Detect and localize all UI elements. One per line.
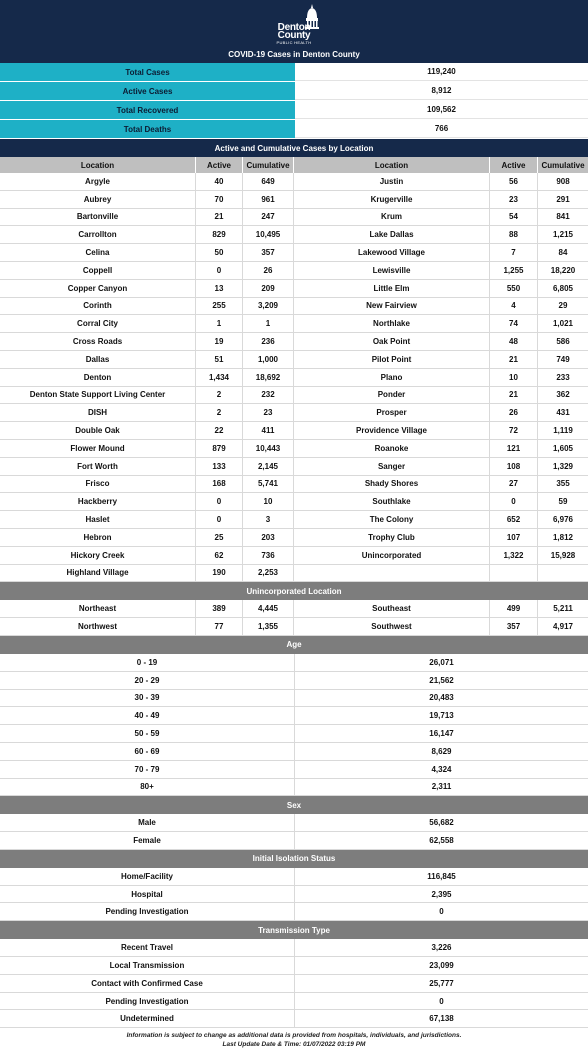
- totals-table: [0, 63, 588, 139]
- table-row: [0, 600, 588, 618]
- cumulative-count: 1,605: [552, 443, 574, 453]
- location-name: Roanoke: [294, 440, 490, 457]
- total-recovered-label: Total Recovered: [0, 101, 295, 119]
- row-value: 8,629: [431, 746, 452, 756]
- active-count: 62: [196, 547, 243, 564]
- table-row: [0, 387, 588, 405]
- location-name: Haslet: [0, 511, 196, 528]
- table-row: [0, 244, 588, 262]
- location-name: Justin: [294, 173, 490, 190]
- location-name: Unincorporated: [294, 547, 490, 564]
- location-name: Trophy Club: [294, 529, 490, 546]
- table-row: [0, 511, 588, 529]
- cumulative-count: 6,805: [552, 283, 574, 293]
- row-label: 40 - 49: [0, 707, 295, 724]
- cumulative-count: 29: [558, 301, 568, 311]
- cumulative-count: 841: [556, 212, 570, 222]
- location-name: Northlake: [294, 315, 490, 332]
- table-row: [0, 191, 588, 209]
- cumulative-count: 431: [556, 408, 570, 418]
- row-label: 0 - 19: [0, 654, 295, 671]
- cumulative-count: 1,812: [552, 532, 574, 542]
- active-count: 357: [490, 618, 538, 635]
- table-row: [0, 422, 588, 440]
- row-label: Recent Travel: [0, 939, 295, 956]
- table-row: [0, 529, 588, 547]
- table-row: [0, 262, 588, 280]
- cumulative-count: 1: [243, 315, 294, 332]
- location-name: Southwest: [294, 618, 490, 635]
- active-count: 10: [490, 369, 538, 386]
- table-row: [0, 707, 588, 725]
- table-row: [0, 690, 588, 708]
- location-name: New Fairview: [294, 298, 490, 315]
- row-value: 4,324: [431, 764, 452, 774]
- sex-section-title: Sex: [0, 796, 588, 814]
- active-count: 499: [490, 600, 538, 617]
- totals-row-total-cases: [0, 63, 588, 82]
- location-name: Northeast: [0, 600, 196, 617]
- active-count: 879: [196, 440, 243, 457]
- logo-line-denton: Denton: [277, 22, 311, 33]
- unincorporated-section-title: Unincorporated Location: [0, 582, 588, 600]
- active-count: 21: [196, 209, 243, 226]
- total-cases-label: Total Cases: [0, 63, 295, 81]
- active-count: 54: [490, 209, 538, 226]
- table-row: [0, 1010, 588, 1028]
- total-recovered-value: 109,562: [295, 101, 588, 119]
- active-count: 255: [196, 298, 243, 315]
- row-label: 70 - 79: [0, 761, 295, 778]
- location-name: Plano: [294, 369, 490, 386]
- location-name: Krum: [294, 209, 490, 226]
- cumulative-count: 6,976: [552, 515, 574, 525]
- table-row: [0, 351, 588, 369]
- table-row: [0, 476, 588, 494]
- active-count: 1,434: [196, 369, 243, 386]
- active-count: 2: [196, 404, 243, 421]
- logo-line-public-health: PUBLIC HEALTH: [276, 40, 312, 45]
- location-name: Sanger: [294, 458, 490, 475]
- location-name: Prosper: [294, 404, 490, 421]
- location-name: Southlake: [294, 493, 490, 510]
- active-count: 25: [196, 529, 243, 546]
- active-count: 88: [490, 226, 538, 243]
- column-header-cumulative: Cumulative: [243, 157, 294, 173]
- active-count: 133: [196, 458, 243, 475]
- page-title: COVID-19 Cases in Denton County: [228, 50, 360, 59]
- cumulative-count: 10,495: [243, 226, 294, 243]
- active-count: 1,255: [490, 262, 538, 279]
- active-count: 21: [490, 351, 538, 368]
- active-count: 26: [490, 404, 538, 421]
- active-count: 108: [490, 458, 538, 475]
- active-count: 13: [196, 280, 243, 297]
- row-label: 80+: [0, 779, 295, 796]
- totals-row-total-deaths: [0, 120, 588, 139]
- active-count: 19: [196, 333, 243, 350]
- row-label: Undetermined: [0, 1010, 295, 1027]
- cumulative-count: 84: [558, 248, 568, 258]
- isolation-section-title: Initial Isolation Status: [0, 850, 588, 868]
- location-name: Fort Worth: [0, 458, 196, 475]
- cumulative-count: 4,917: [552, 622, 574, 632]
- active-count: 168: [196, 476, 243, 493]
- location-name: DISH: [0, 404, 196, 421]
- location-name: Denton: [0, 369, 196, 386]
- location-section-title: Active and Cumulative Cases by Location: [0, 139, 588, 157]
- active-count: 40: [196, 173, 243, 190]
- active-count: 550: [490, 280, 538, 297]
- totals-row-active-cases: [0, 82, 588, 101]
- row-value: 2,311: [431, 782, 452, 792]
- cumulative-count: 736: [243, 547, 294, 564]
- denton-county-logo: [0, 4, 588, 48]
- table-row: [0, 832, 588, 850]
- transmission-table-body: [0, 939, 588, 1028]
- location-name: Celina: [0, 244, 196, 261]
- location-name: Lewisville: [294, 262, 490, 279]
- cumulative-count: 3: [243, 511, 294, 528]
- cumulative-count: 411: [243, 422, 294, 439]
- total-deaths-label: Total Deaths: [0, 120, 295, 138]
- column-header-location: Location: [0, 157, 196, 173]
- row-value: 56,682: [429, 818, 454, 828]
- row-label: 60 - 69: [0, 743, 295, 760]
- active-count: 72: [490, 422, 538, 439]
- age-section-title: Age: [0, 636, 588, 654]
- cumulative-count: 10,443: [243, 440, 294, 457]
- location-name: Krugerville: [294, 191, 490, 208]
- logo-line-county: County: [277, 30, 311, 41]
- active-count: [490, 565, 538, 582]
- table-row: [0, 493, 588, 511]
- row-value: 19,713: [429, 711, 454, 721]
- active-count: 74: [490, 315, 538, 332]
- location-name: Argyle: [0, 173, 196, 190]
- location-name: Lakewood Village: [294, 244, 490, 261]
- row-value: 67,138: [429, 1014, 454, 1024]
- row-label: Contact with Confirmed Case: [0, 975, 295, 992]
- table-row: [0, 975, 588, 993]
- table-row: [0, 654, 588, 672]
- table-row: [0, 565, 588, 583]
- row-label: 30 - 39: [0, 690, 295, 707]
- cumulative-count: 586: [556, 337, 570, 347]
- unincorporated-table-body: [0, 600, 588, 636]
- row-value: 23,099: [429, 960, 454, 970]
- table-row: [0, 779, 588, 797]
- cumulative-count: 2,145: [243, 458, 294, 475]
- cumulative-count: 355: [556, 479, 570, 489]
- location-name: Flower Mound: [0, 440, 196, 457]
- row-value: 21,562: [429, 675, 454, 685]
- cumulative-count: 961: [243, 191, 294, 208]
- table-row: [0, 957, 588, 975]
- cumulative-count: 1,215: [552, 230, 574, 240]
- location-name: Double Oak: [0, 422, 196, 439]
- row-label: Pending Investigation: [0, 993, 295, 1010]
- active-cases-value: 8,912: [295, 82, 588, 100]
- row-label: Hospital: [0, 886, 295, 903]
- location-name: Corral City: [0, 315, 196, 332]
- table-row: [0, 672, 588, 690]
- table-row: [0, 761, 588, 779]
- cumulative-count: 15,928: [550, 550, 576, 560]
- table-row: [0, 547, 588, 565]
- cumulative-count: 5,741: [243, 476, 294, 493]
- report-header: [0, 0, 588, 63]
- column-header-active: Active: [490, 157, 538, 173]
- cumulative-count: 908: [556, 176, 570, 186]
- row-value: 116,845: [427, 871, 456, 881]
- totals-row-total-recovered: [0, 101, 588, 120]
- cumulative-count: 1,021: [552, 319, 574, 329]
- table-row: [0, 440, 588, 458]
- cumulative-count: 1,119: [553, 426, 573, 436]
- location-name: The Colony: [294, 511, 490, 528]
- location-name: Carrollton: [0, 226, 196, 243]
- table-row: [0, 939, 588, 957]
- table-row: [0, 333, 588, 351]
- cumulative-count: 1,000: [243, 351, 294, 368]
- location-name: Aubrey: [0, 191, 196, 208]
- location-name: Ponder: [294, 387, 490, 404]
- cumulative-count: 749: [556, 354, 570, 364]
- cumulative-count: 233: [556, 372, 570, 382]
- column-header-active: Active: [196, 157, 243, 173]
- active-count: 23: [490, 191, 538, 208]
- row-value: 3,226: [431, 943, 452, 953]
- cumulative-count: 362: [556, 390, 570, 400]
- row-value: 25,777: [429, 978, 454, 988]
- location-name: Hickory Creek: [0, 547, 196, 564]
- table-row: [0, 209, 588, 227]
- active-count: 7: [490, 244, 538, 261]
- location-name: Cross Roads: [0, 333, 196, 350]
- total-cases-value: 119,240: [295, 63, 588, 81]
- last-update: Last Update Date & Time: 01/07/2022 03:19 PM: [222, 1041, 366, 1049]
- active-count: 56: [490, 173, 538, 190]
- active-count: 51: [196, 351, 243, 368]
- active-cases-label: Active Cases: [0, 82, 295, 100]
- cumulative-count: 23: [243, 404, 294, 421]
- location-name: Shady Shores: [294, 476, 490, 493]
- location-name: Denton State Support Living Center: [0, 387, 196, 404]
- active-count: 829: [196, 226, 243, 243]
- sex-table-body: [0, 814, 588, 850]
- cumulative-count: 357: [243, 244, 294, 261]
- active-count: 107: [490, 529, 538, 546]
- active-count: 1: [196, 315, 243, 332]
- cumulative-count: 291: [556, 194, 570, 204]
- location-column-headers: [0, 157, 588, 173]
- isolation-table-body: [0, 868, 588, 921]
- active-count: 190: [196, 565, 243, 582]
- location-name: Coppell: [0, 262, 196, 279]
- row-value: 0: [439, 907, 444, 917]
- table-row: [0, 298, 588, 316]
- cumulative-count: 26: [243, 262, 294, 279]
- row-label: 50 - 59: [0, 725, 295, 742]
- cumulative-count: 247: [243, 209, 294, 226]
- cumulative-count: 232: [243, 387, 294, 404]
- active-count: 0: [196, 511, 243, 528]
- active-count: 77: [196, 618, 243, 635]
- footer: [0, 1028, 588, 1049]
- row-value: 26,071: [429, 657, 454, 667]
- cumulative-count: 3,209: [243, 298, 294, 315]
- active-count: 4: [490, 298, 538, 315]
- table-row: [0, 725, 588, 743]
- active-count: 22: [196, 422, 243, 439]
- table-row: [0, 868, 588, 886]
- active-count: 121: [490, 440, 538, 457]
- column-header-cumulative: Cumulative: [541, 160, 585, 170]
- cumulative-count: 209: [243, 280, 294, 297]
- row-label: Pending Investigation: [0, 903, 295, 920]
- cumulative-count: [538, 565, 588, 582]
- table-row: [0, 369, 588, 387]
- cumulative-count: 1,329: [552, 461, 574, 471]
- row-label: 20 - 29: [0, 672, 295, 689]
- table-row: [0, 226, 588, 244]
- age-table-body: [0, 654, 588, 796]
- active-count: 48: [490, 333, 538, 350]
- cumulative-count: 5,211: [553, 604, 573, 614]
- active-count: 0: [196, 493, 243, 510]
- row-label: Local Transmission: [0, 957, 295, 974]
- cumulative-count: 18,220: [550, 265, 576, 275]
- location-name: Corinth: [0, 298, 196, 315]
- total-deaths-value: 766: [295, 120, 588, 138]
- footer-note: Information is subject to change as additional data is provided from hospitals, individuals, and jurisdictions.: [126, 1032, 462, 1040]
- location-name: Northwest: [0, 618, 196, 635]
- location-table-body: [0, 173, 588, 582]
- table-row: [0, 886, 588, 904]
- transmission-section-title: Transmission Type: [0, 921, 588, 939]
- location-name: Bartonville: [0, 209, 196, 226]
- row-label: Home/Facility: [0, 868, 295, 885]
- active-count: 0: [196, 262, 243, 279]
- active-count: 389: [196, 600, 243, 617]
- row-value: 62,558: [429, 835, 454, 845]
- table-row: [0, 458, 588, 476]
- location-name: Hackberry: [0, 493, 196, 510]
- active-count: 21: [490, 387, 538, 404]
- active-count: 2: [196, 387, 243, 404]
- column-header-location: Location: [294, 157, 490, 173]
- active-count: 0: [490, 493, 538, 510]
- cumulative-count: 649: [243, 173, 294, 190]
- table-row: [0, 315, 588, 333]
- location-name: Oak Point: [294, 333, 490, 350]
- active-count: 652: [490, 511, 538, 528]
- location-name: Hebron: [0, 529, 196, 546]
- cumulative-count: 203: [243, 529, 294, 546]
- active-count: 50: [196, 244, 243, 261]
- location-name: Providence Village: [294, 422, 490, 439]
- cumulative-count: 4,445: [243, 600, 294, 617]
- table-row: [0, 280, 588, 298]
- location-name: Southeast: [294, 600, 490, 617]
- location-name: Little Elm: [294, 280, 490, 297]
- cumulative-count: 59: [558, 497, 568, 507]
- cumulative-count: 10: [243, 493, 294, 510]
- table-row: [0, 743, 588, 761]
- row-label: Female: [0, 832, 295, 849]
- location-name: Lake Dallas: [294, 226, 490, 243]
- table-row: [0, 173, 588, 191]
- row-value: 20,483: [429, 693, 454, 703]
- location-name: Highland Village: [0, 565, 196, 582]
- active-count: 1,322: [490, 547, 538, 564]
- active-count: 27: [490, 476, 538, 493]
- cumulative-count: 18,692: [243, 369, 294, 386]
- table-row: [0, 404, 588, 422]
- cumulative-count: 236: [243, 333, 294, 350]
- location-name: Copper Canyon: [0, 280, 196, 297]
- table-row: [0, 903, 588, 921]
- location-name: Pilot Point: [294, 351, 490, 368]
- table-row: [0, 618, 588, 636]
- row-value: 2,395: [431, 889, 452, 899]
- location-name: Dallas: [0, 351, 196, 368]
- location-name: Frisco: [0, 476, 196, 493]
- location-name: [294, 565, 490, 582]
- row-label: Male: [0, 814, 295, 831]
- cumulative-count: 2,253: [243, 565, 294, 582]
- row-value: 16,147: [429, 729, 454, 738]
- row-value: 0: [439, 996, 444, 1006]
- table-row: [0, 814, 588, 832]
- table-row: [0, 993, 588, 1011]
- active-count: 70: [196, 191, 243, 208]
- cumulative-count: 1,355: [243, 618, 294, 635]
